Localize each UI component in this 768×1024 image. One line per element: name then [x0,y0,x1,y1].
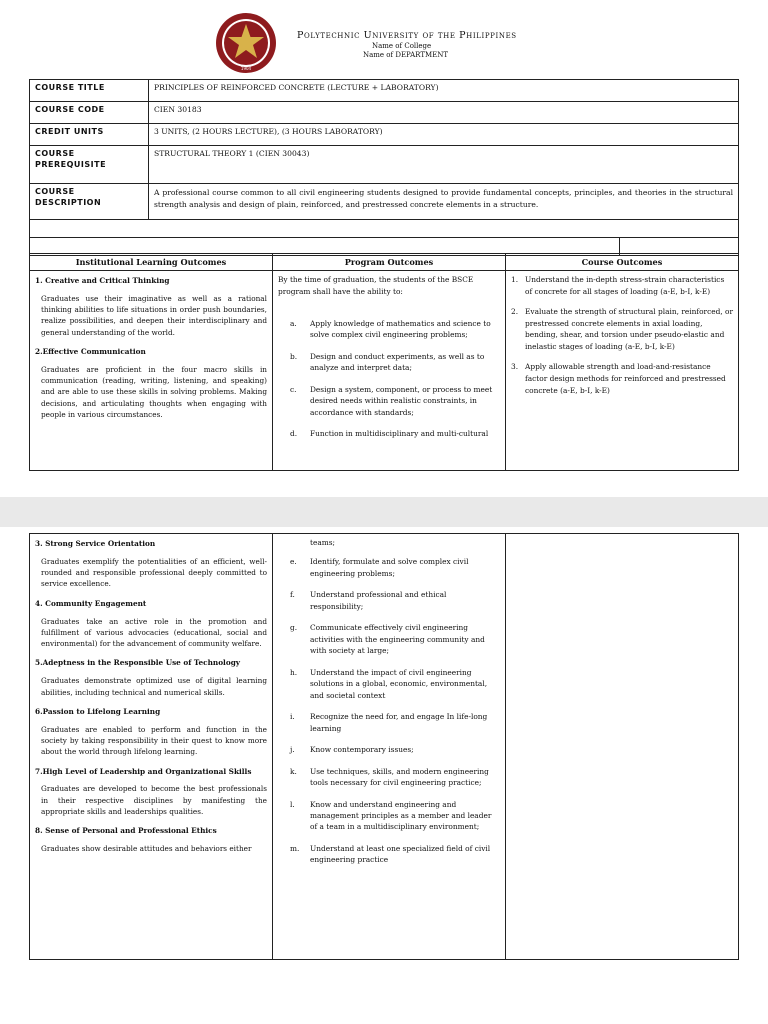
label-description: COURSE DESCRIPTION [30,184,149,220]
blank-cell [30,220,739,238]
ilo-cell [30,271,273,471]
ilo-body: Graduates use their imaginative as well as a rational thinking abilities to life situations in order push boundaries, realize possibilities, and deepen their interdisciplinary and general understanding of the world. [41,293,267,337]
po-letter: l. [290,799,295,809]
po-letter: k. [290,766,297,776]
po-text: Use techniques, skills, and modern engineering tools necessary for civil engineering practice; [310,766,489,788]
po-text: Recognize the need for, and engage In life-long learning [310,712,488,733]
po-item [278,667,500,701]
po-text: Design a system, component, or process to meet desired needs within realistic constraints, in accordance with standards; [310,384,493,417]
po-letter: m. [290,843,300,853]
page-separator [0,497,768,527]
ilo-title: 1. Creative and Critical Thinking [35,276,170,285]
po-text: Apply knowledge of mathematics and science to solve complex civil engineering problems; [310,318,491,340]
po-text: Know contemporary issues; [310,745,414,755]
co-number: 2. [511,306,519,316]
po-text: Understand the impact of civil engineering solutions in a global, economic, environmental, and societal context [310,667,488,700]
seal-year: 1904 [240,66,252,71]
department-name: Name of DEPARTMENT [363,51,449,59]
value-course-title: PRINCIPLES OF REINFORCED CONCRETE (LECTURE + LABORATORY) [149,80,739,102]
po-letter: d. [290,428,298,438]
po-item [278,744,500,755]
header-ilo: Institutional Learning Outcomes [30,254,273,271]
ilo-body: Graduates show desirable attitudes and behaviors either [41,844,252,854]
po-cell [273,271,506,471]
header-co: Course Outcomes [506,254,739,271]
document-page-2 [0,527,768,1024]
po-intro: By the time of graduation, the students of the BSCE program shall have the ability to: [278,275,474,296]
row-course-code [30,102,739,124]
co-text: Apply allowable strength and load-and-resistance factor design methods for reinforced and prestressed concrete (a-E, b-I, k-E) [525,362,726,395]
po-item [278,711,500,734]
po-item [278,351,500,374]
co-cell-empty [506,534,739,960]
label-course-title: COURSE TITLE [30,80,149,102]
co-number: 1. [511,275,519,284]
ilo-title: 2.Effective Communication [35,347,146,357]
po-letter: g. [290,623,298,633]
po-letter: e. [290,557,297,567]
ilo-title: 5.Adeptness in the Responsible Use of Technology [35,658,241,668]
ilo-body: Graduates are proficient in the four macro skills in communication (reading, writing, listening, and speaking) and are able to use these skills in solving problems. Making decisions, and articulating thoughts when engaging with people in various circumstances. [41,364,267,420]
po-letter: b. [290,351,298,361]
po-text: Communicate effectively civil engineering activities with the engineering community and with society at large; [310,623,485,656]
row-description [30,184,739,220]
ilo-title: 8. Sense of Personal and Professional Ethics [35,826,217,836]
ilo-body: Graduates take an active role in the promotion and fulfillment of various advocacies (educational, social and environmental) for the advancement of community welfare. [41,616,267,649]
label-course-code: COURSE CODE [30,102,149,124]
row-blank-1 [30,220,739,238]
value-course-code: CIEN 30183 [149,102,739,124]
po-text: Function in multidisciplinary and multi-cultural [310,428,489,438]
po-letter: c. [290,384,297,394]
po-item [278,799,500,833]
row-credit-units [30,124,739,146]
co-item [511,361,733,397]
po-item [278,766,500,789]
po-letter: a. [290,318,297,328]
course-info-table [29,79,739,256]
ilo-title: 6.Passion to Lifelong Learning [35,706,161,716]
po-item [278,622,500,656]
po-text: Design and conduct experiments, as well as to analyze and interpret data; [310,351,485,373]
row-prerequisite [30,146,739,184]
ilo-title: 3. Strong Service Orientation [35,539,156,548]
outcomes-table-continued [29,533,739,960]
row-course-title [30,80,739,102]
po-letter: i. [290,712,295,722]
ilo-body: Graduates are developed to become the best professionals in their respective disciplines by manifesting the appropriate skills and leaderships qualities. [41,784,267,817]
co-text: Evaluate the strength of structural plain, reinforced, or prestressed concrete elements in axial loading, bending, shear, and torsion under pseudo-elastic and inelastic stages of loading (a-E, b-I, k-E) [525,306,733,352]
co-cell [506,271,739,471]
po-text: Know and understand engineering and management principles as a member and leader of a team in a multidisciplinary environment; [310,799,492,832]
value-credit-units: 3 UNITS, (2 HOURS LECTURE), (3 HOURS LABORATORY) [149,124,739,146]
po-letter: h. [290,667,298,677]
ilo-title: 7.High Level of Leadership and Organizational Skills [35,766,252,776]
po-item [278,428,500,439]
value-description: A professional course common to all civil engineering students designed to provide fundamental concepts, principles, and theories in the structural strength analysis and design of plain, reinforced, and prestressed concrete elements in a structure. [149,184,739,220]
outcomes-body-row [30,534,739,960]
outcomes-body-row [30,271,739,471]
ilo-body: Graduates are enabled to perform and function in the society by taking responsibility in their quest to know more about the world through lifelong learning. [41,724,267,757]
value-prerequisite: STRUCTURAL THEORY 1 (CIEN 30043) [149,146,739,184]
co-text: Understand the in-depth stress-strain characteristics of concrete for all stages of loading (a-E, b-I, k-E) [525,275,725,296]
co-number: 3. [511,362,519,372]
ilo-body: Graduates demonstrate optimized use of digital learning abilities, including technical and numerical skills. [41,676,267,697]
outcomes-table [29,253,739,471]
co-item [511,274,733,298]
po-item [278,843,500,866]
po-letter: j. [290,745,295,755]
ilo-body: Graduates exemplify the potentialities of an efficient, well-rounded and responsible professional deeply committed to service excellence. [41,556,267,589]
ilo-title: 4. Community Engagement [35,598,147,608]
header-po: Program Outcomes [273,254,506,271]
university-seal-icon [215,12,277,74]
label-credit-units: CREDIT UNITS [30,124,149,146]
po-item [278,556,500,579]
po-continued: teams; [310,538,336,547]
po-letter: f. [290,590,295,600]
document-page-1 [0,0,768,497]
college-name: Name of College [372,42,432,50]
po-cell [273,534,506,960]
po-item [278,589,500,612]
co-item [511,306,733,353]
outcomes-header-row [30,254,739,271]
po-item [278,318,500,341]
po-text: Identify, formulate and solve complex civil engineering problems; [310,557,469,578]
ilo-cell [30,534,273,960]
po-text: Understand at least one specialized field of civil engineering practice [310,843,491,865]
university-name: Polytechnic University of the Philippines [297,30,517,41]
po-text: Understand professional and ethical responsibility; [310,590,447,611]
po-item [278,384,500,418]
label-prerequisite: COURSE PREREQUISITE [30,146,149,184]
